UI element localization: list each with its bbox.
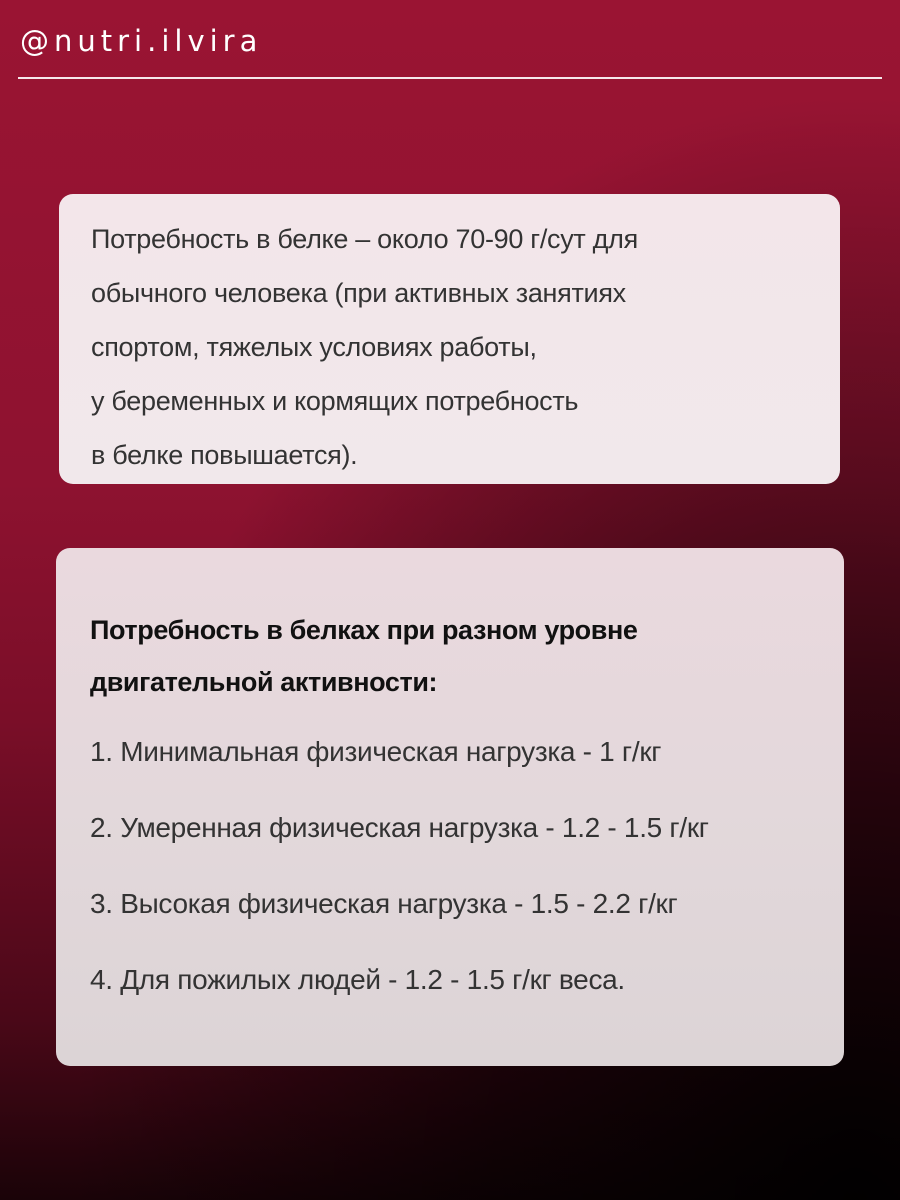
protein-need-card bbox=[59, 194, 840, 484]
protein-need-line-3: спортом, тяжелых условиях работы, bbox=[91, 332, 537, 362]
activity-levels-title-line-1: Потребность в белках при разном уровне bbox=[90, 615, 638, 645]
activity-levels-title-line-2: двигательной активности: bbox=[90, 667, 438, 697]
activity-levels-title bbox=[90, 604, 810, 708]
list-item: 4. Для пожилых людей - 1.2 - 1.5 г/кг веса. bbox=[90, 964, 625, 995]
account-handle: @nutri.ilvira bbox=[20, 24, 263, 58]
list-item: 3. Высокая физическая нагрузка - 1.5 - 2.2 г/кг bbox=[90, 888, 678, 919]
protein-need-line-2: обычного человека (при активных занятиях bbox=[91, 278, 626, 308]
header-divider bbox=[18, 77, 882, 79]
activity-levels-card bbox=[56, 548, 844, 1066]
protein-need-line-4: у беременных и кормящих потребность bbox=[91, 386, 579, 416]
protein-need-line-5: в белке повышается). bbox=[91, 440, 358, 470]
activity-levels-list bbox=[90, 734, 810, 998]
list-item: 1. Минимальная физическая нагрузка - 1 г/кг bbox=[90, 736, 662, 767]
list-item: 2. Умеренная физическая нагрузка - 1.2 - 1.5 г/кг bbox=[90, 812, 709, 843]
protein-need-line-1: Потребность в белке – около 70-90 г/сут для bbox=[91, 224, 638, 254]
